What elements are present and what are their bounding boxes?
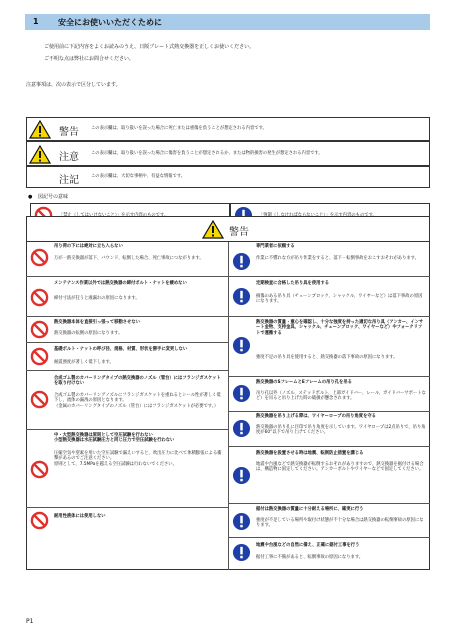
left-item-3-title: 熱交換器本体を直接引っ張って移動させない [54,320,140,325]
mandatory-icon [232,543,251,562]
left-item-1-body: 万が一熱交換器が落下、バウンド、転倒した場合、死亡事故につながります。 [54,256,204,261]
mandatory-icon [232,512,251,531]
prohibit-icon [30,320,49,339]
mandatory-icon [232,287,251,306]
symbol-meaning-title: 図記号の意味 [38,194,69,200]
right-item-8-body: 据付工事に不備があると、転倒事故の原因になります。 [256,555,364,560]
prohibit-icon [30,460,49,479]
level-label-note: 注記 [59,175,79,186]
page-number: P1 [26,618,34,625]
section-title: 安全にお使いいただくために [58,18,162,27]
level-note-box [26,166,430,188]
level-label-warning: 警告 [59,127,79,138]
left-item-3-body: 熱交換器の転倒の原因になります。 [54,331,123,336]
right-item-4-body: 吊り孔以外（ノズル、ステッドボルト、上部ガイドバー、レール、ガイドバーサポートなど）を吊ると吊り上げた時の破損が懸念されます。 [256,391,426,402]
prohibit-icon [30,390,49,409]
right-item-7-body: 強度が不足している場所や取付け状態が不十分な場合は熱交換器の転倒事故の原因になります。 [256,518,424,529]
prohibit-icon [30,248,49,267]
right-item-1-body: 作業に不慣れな方が吊り作業をすると、落下・転倒事故をおこすおそれがあります。 [256,256,419,261]
caution-triangle-icon [29,145,51,164]
right-item-1-title: 専門業者に依頼する [256,244,295,249]
level-caution-box [26,141,430,166]
mandatory-icon [232,466,251,485]
notice-heading: 注意事項は、次の表示で区分しています。 [26,82,121,88]
right-item-7-title: 据付は熱交換器の質量に十分耐える場所に、確実に行う [256,507,364,512]
right-item-6-title: 熱交換器を設置させる時は地震、転倒防止措置を講じる [256,451,364,456]
right-item-5-title: 熱交換器を吊り上げる際は、ワイヤーロープの吊り角度を守る [256,414,376,419]
prohibit-icon [30,288,49,307]
right-item-2-body: 損傷のある吊り具（チェーンブロック、シャックル、ワイヤーなど）は落下事故の原因になります。 [256,294,423,305]
right-item-2-title: 定期検査に合格した吊り具を使用する [256,281,330,286]
level-text-note: この表示欄は、大切な事柄や、有益な情報です。 [91,174,186,179]
left-item-7-title: 耐用性液体には使用しない [54,514,106,519]
intro-line-2: ご不明な点は弊社にお問合せください。 [44,56,135,62]
left-item-2-title: メンテナンス作業以外では熱交換器の締付ボルト・ナットを緩めない [54,281,187,286]
right-item-3-title: 熱交換器の質量・重心を確認し、十分な強度を持った適切な吊り具（アンカー、インサート金物、支持金具、シャックル、チェーンブロック、ワイヤーなど）やフォークリフトで運搬する [256,320,424,336]
left-item-6-body: 圧縮空気や窒素を用いた空圧試験で漏えいすると、吹出圧力に比べて体積膨張による衝撃があるのでご注意ください。 原則として、7.5MPaを越える空圧試験は行わないでください。 [54,451,222,467]
mandatory-icon [232,419,251,438]
right-item-6-body: 地震や台風などで熱交換器が転倒するおそれがありますので、熱交換器を据付ける場合は、構造物に固定してください。アンカーボルトやワイヤーなどで固定してください。 [256,462,424,473]
section-number: 1 [33,17,39,26]
left-item-1-title: 吊り荷の下には絶対に立ち入らない [54,244,123,249]
warning-header-title: 警告 [229,227,249,238]
warning-header-icon [202,220,224,239]
right-item-3-body: 強度不足の吊り具を使用すると、熱交換器の落下事故の原因になります。 [256,355,398,360]
level-text-warning: この表示欄は、取り扱いを誤った場合に死亡または重傷を負うことが想定される内容です。 [91,126,267,131]
left-item-5-body: 合成ゴム製のカバーリングノズルにフランジガスケットを重ねるとシール性が著しく低下し、流体の漏洩の原因となります。 （金属のカバーリングタイプのノズル（管台）にはフランジガスケットが必要です。） [54,393,221,409]
left-item-4-title: 基礎ボルト・ナットの呼び径、規格、材質、形状を勝手に変更しない [54,347,188,352]
section-header [25,14,430,30]
level-text-caution: この表示欄は、取り扱いを誤った場合に傷害を負うことが想定されるか、または物的損害の発生が想定される内容です。 [91,151,323,156]
prohibit-icon [30,511,49,530]
warning-triangle-icon [29,120,51,139]
level-warning-box [26,117,430,141]
right-item-8-title: 地震や台風などの自然に備え、正確に据付工事を行う [256,543,360,548]
mandatory-icon [232,336,251,355]
prohibit-icon [30,347,49,366]
left-item-4-body: 耐震強度が著しく低下します。 [54,360,114,365]
left-item-2-body: 締付寸法が狂うと液漏れの原因になります。 [54,296,140,301]
symbol-bullet: ● [28,194,33,200]
mandatory-icon [232,252,251,271]
warning-table-header [26,216,430,242]
mandatory-icon [232,384,251,403]
left-item-5-title: 合成ゴム製のカバーリングタイプの熱交換器のノズル（管台）にはフランジガスケットを取り付けない [54,376,221,387]
level-label-caution: 注意 [59,152,79,163]
column-divider [228,242,229,570]
intro-line-1: ご使用前に下記内容をよくお読みのうえ、日阪プレート式熱交換器を正しくお使いください。 [44,44,255,50]
right-item-4-title: 熱交換器のSフレームとEフレームの吊り孔を吊る [256,380,352,385]
left-item-6-title: 中・大型熱交換器は原則として空圧試験を行わない 小型熱交換器は水圧試験圧力と同じ圧力で空圧試験を行わない [54,433,175,444]
right-item-5-body: 熱交換器の吊り孔に目印で吊り角度を示しています。ワイヤロープは2点吊りで、吊り角度が60°以下で吊り上げてください。 [256,425,426,436]
